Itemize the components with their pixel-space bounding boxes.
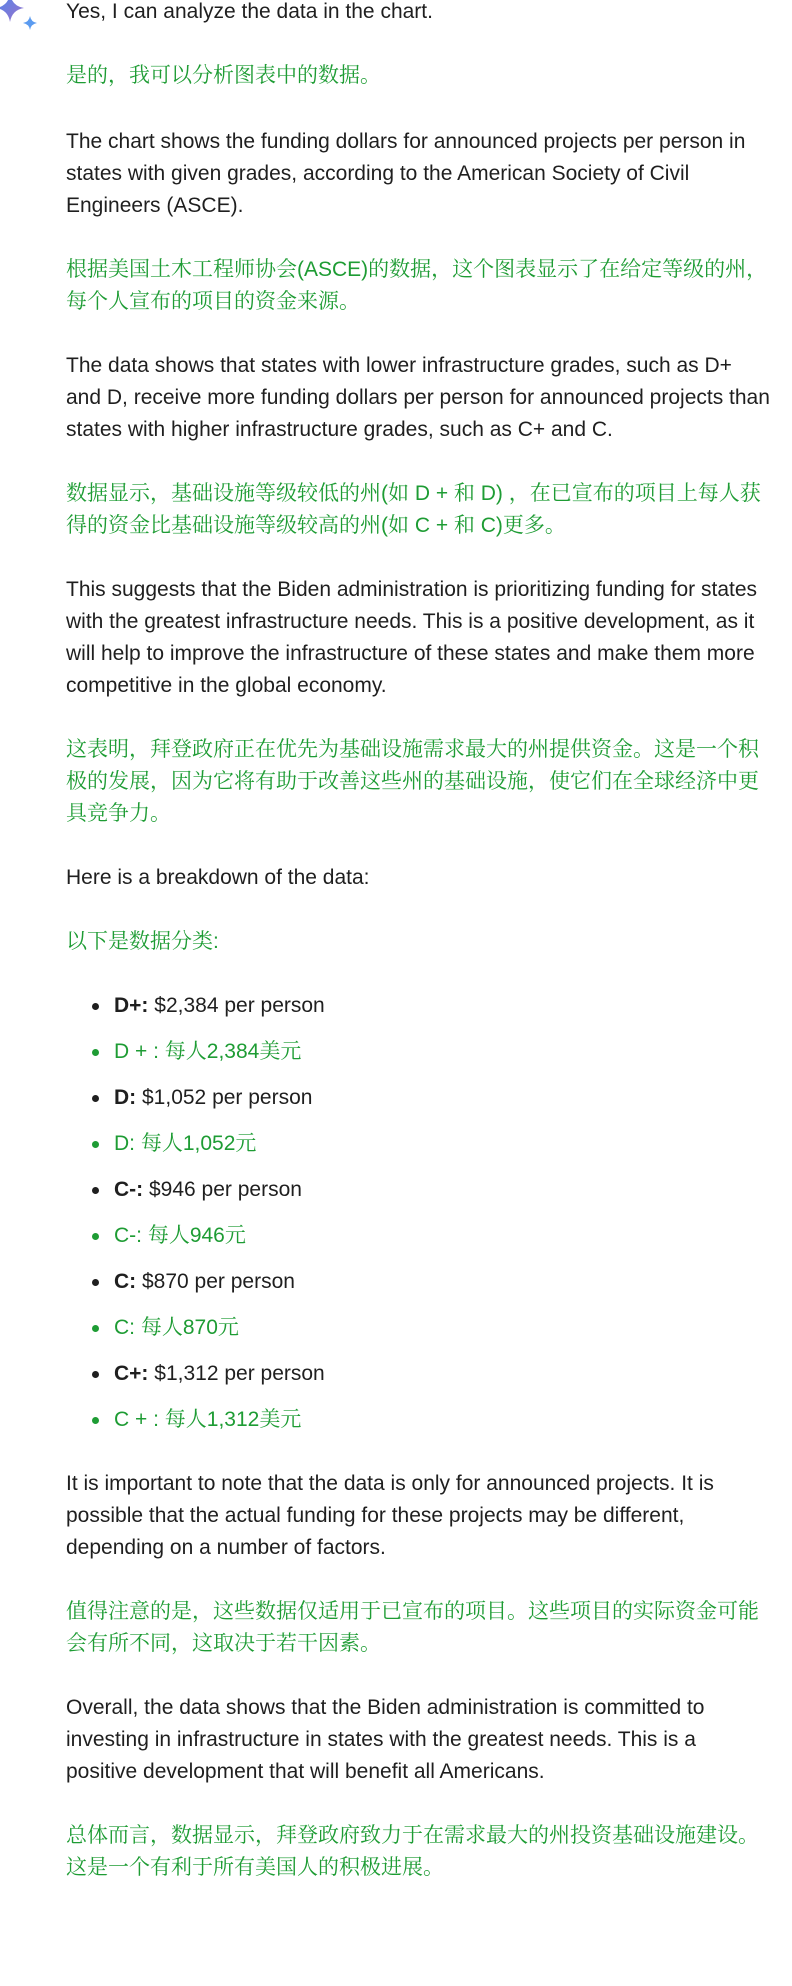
grade-value: $946 per person bbox=[143, 1178, 302, 1201]
paragraph-implication-zh: 这表明，拜登政府正在优先为基础设施需求最大的州提供资金。这是一个积极的发展，因为它将有助于改善这些州的基础设施，使它们在全球经济中更具竞争力。 bbox=[66, 738, 759, 825]
list-item: C-: 每人946元 bbox=[66, 1220, 772, 1252]
breakdown-list bbox=[66, 990, 772, 1436]
paragraph-breakdown-intro-en: Here is a breakdown of the data: bbox=[66, 866, 370, 889]
sparkle-icon bbox=[0, 0, 40, 32]
grade-value: $2,384 per person bbox=[148, 994, 325, 1017]
grade-label: D+: bbox=[114, 994, 149, 1017]
paragraph-breakdown-intro-zh: 以下是数据分类: bbox=[66, 930, 219, 953]
list-item: C + : 每人1,312美元 bbox=[66, 1404, 772, 1436]
grade-label: C+: bbox=[114, 1362, 149, 1385]
grade-value: $1,312 per person bbox=[148, 1362, 325, 1385]
paragraph-conclusion-en: Overall, the data shows that the Biden administration is committed to investing in infrastructure in states with the greatest needs. This is a positive development that will benefit all Americans. bbox=[66, 1696, 705, 1783]
paragraph-implication-en: This suggests that the Biden administration is prioritizing funding for states with the greatest infrastructure needs. This is a positive development, as it will help to improve the infrastructure of these states and make them more competitive in the global economy. bbox=[66, 578, 758, 697]
list-item bbox=[66, 1266, 772, 1298]
grade-value: $1,052 per person bbox=[136, 1086, 313, 1109]
paragraph-findings-zh: 数据显示，基础设施等级较低的州(如 D + 和 D) ，在已宣布的项目上每人获得的资金比基础设施等级较高的州(如 C + 和 C)更多。 bbox=[66, 482, 761, 537]
paragraph-caveat-en: It is important to note that the data is only for announced projects. It is possible that the actual funding for these projects may be different, depending on a number of factors. bbox=[66, 1472, 714, 1559]
list-item: C: 每人870元 bbox=[66, 1312, 772, 1344]
grade-value: $870 per person bbox=[136, 1270, 295, 1293]
grade-label: C: bbox=[114, 1270, 137, 1293]
paragraph-chart-summary-zh: 根据美国土木工程师协会(ASCE)的数据，这个图表显示了在给定等级的州，每个人宣布的项目的资金来源。 bbox=[66, 258, 768, 313]
paragraph-conclusion-zh: 总体而言，数据显示，拜登政府致力于在需求最大的州投资基础设施建设。这是一个有利于所有美国人的积极进展。 bbox=[66, 1824, 759, 1879]
grade-label: C-: bbox=[114, 1178, 144, 1201]
paragraph-caveat-zh: 值得注意的是，这些数据仅适用于已宣布的项目。这些项目的实际资金可能会有所不同，这取决于若干因素。 bbox=[66, 1600, 759, 1655]
paragraph-findings-en: The data shows that states with lower infrastructure grades, such as D+ and D, receive more funding dollars per person for announced projects than states with higher infrastructure grades, such as C+ and C. bbox=[66, 354, 770, 441]
list-item bbox=[66, 1174, 772, 1206]
paragraph-intro-zh: 是的，我可以分析图表中的数据。 bbox=[66, 64, 381, 87]
grade-label: D: bbox=[114, 1086, 137, 1109]
list-item: D: 每人1,052元 bbox=[66, 1128, 772, 1160]
list-item bbox=[66, 1358, 772, 1390]
list-item: D + : 每人2,384美元 bbox=[66, 1036, 772, 1068]
paragraph-chart-summary-en: The chart shows the funding dollars for announced projects per person in states with given grades, according to the American Society of Civil Engineers (ASCE). bbox=[66, 130, 746, 217]
list-item bbox=[66, 1082, 772, 1114]
paragraph-intro-en: Yes, I can analyze the data in the chart. bbox=[66, 0, 433, 23]
list-item bbox=[66, 990, 772, 1022]
response-body bbox=[66, 0, 772, 1884]
